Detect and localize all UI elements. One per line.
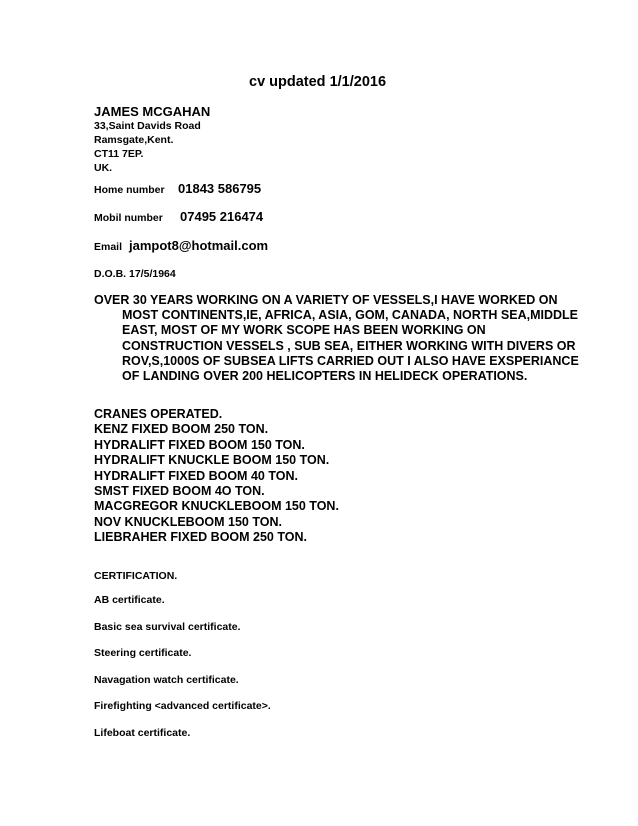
crane-item: LIEBRAHER FIXED BOOM 250 TON. [94, 530, 307, 545]
experience-summary: OVER 30 YEARS WORKING ON A VARIETY OF VESSELS,I HAVE WORKED ON MOST CONTINENTS,IE, AFRICA, ASIA, GOM, CANADA, NORTH SEA,MIDDLE EAST, MOST OF MY WORK SCOPE HAS BEEN WORKING ON CONSTRUCTION VESSELS , SUB SEA, EITHER WORKING WITH DIVERS OR ROV,S,1000S OF SUBSEA LIFTS CARRIED OUT I ALSO HAVE EXSPERIANCE OF LANDING OVER 200 HELICOPTERS IN HELIDECK OPERATIONS. [94, 293, 579, 384]
cranes-heading: CRANES OPERATED. [94, 407, 223, 421]
mobile-number-label: Mobil number [94, 212, 163, 224]
address-line: UK. [94, 162, 113, 174]
date-of-birth: D.O.B. 17/5/1964 [94, 268, 176, 280]
person-name: JAMES MCGAHAN [94, 104, 211, 119]
crane-item: HYDRALIFT KNUCKLE BOOM 150 TON. [94, 453, 330, 468]
crane-item: KENZ FIXED BOOM 250 TON. [94, 422, 269, 437]
certificate-item: Steering certificate. [94, 647, 192, 660]
crane-item: MACGREGOR KNUCKLEBOOM 150 TON. [94, 499, 339, 514]
cranes-section [94, 407, 339, 546]
address-line: Ramsgate,Kent. [94, 134, 174, 146]
certificate-item: Basic sea survival certificate. [94, 620, 241, 633]
address-line: 33,Saint Davids Road [94, 120, 201, 132]
certification-heading: CERTIFICATION. [94, 570, 178, 582]
address-line: CT11 7EP. [94, 148, 144, 160]
crane-item: HYDRALIFT FIXED BOOM 40 TON. [94, 468, 298, 483]
certificate-item: AB certificate. [94, 594, 165, 606]
home-number-label: Home number [94, 184, 165, 196]
certificate-item: Firefighting <advanced certificate>. [94, 700, 271, 713]
crane-item: NOV KNUCKLEBOOM 150 TON. [94, 514, 282, 529]
certificate-item: Navagation watch certificate. [94, 673, 239, 686]
crane-item: HYDRALIFT FIXED BOOM 150 TON. [94, 437, 305, 452]
email-value: jampot8@hotmail.com [129, 238, 269, 253]
address-block [94, 119, 201, 175]
crane-item: SMST FIXED BOOM 4O TON. [94, 484, 265, 499]
mobile-number-value: 07495 216474 [180, 209, 264, 224]
document-title: cv updated 1/1/2016 [249, 74, 387, 90]
home-number-value: 01843 586795 [178, 181, 262, 196]
certificate-item: Lifeboat certificate. [94, 726, 191, 739]
certification-list [94, 594, 271, 754]
email-label: Email [94, 241, 123, 253]
